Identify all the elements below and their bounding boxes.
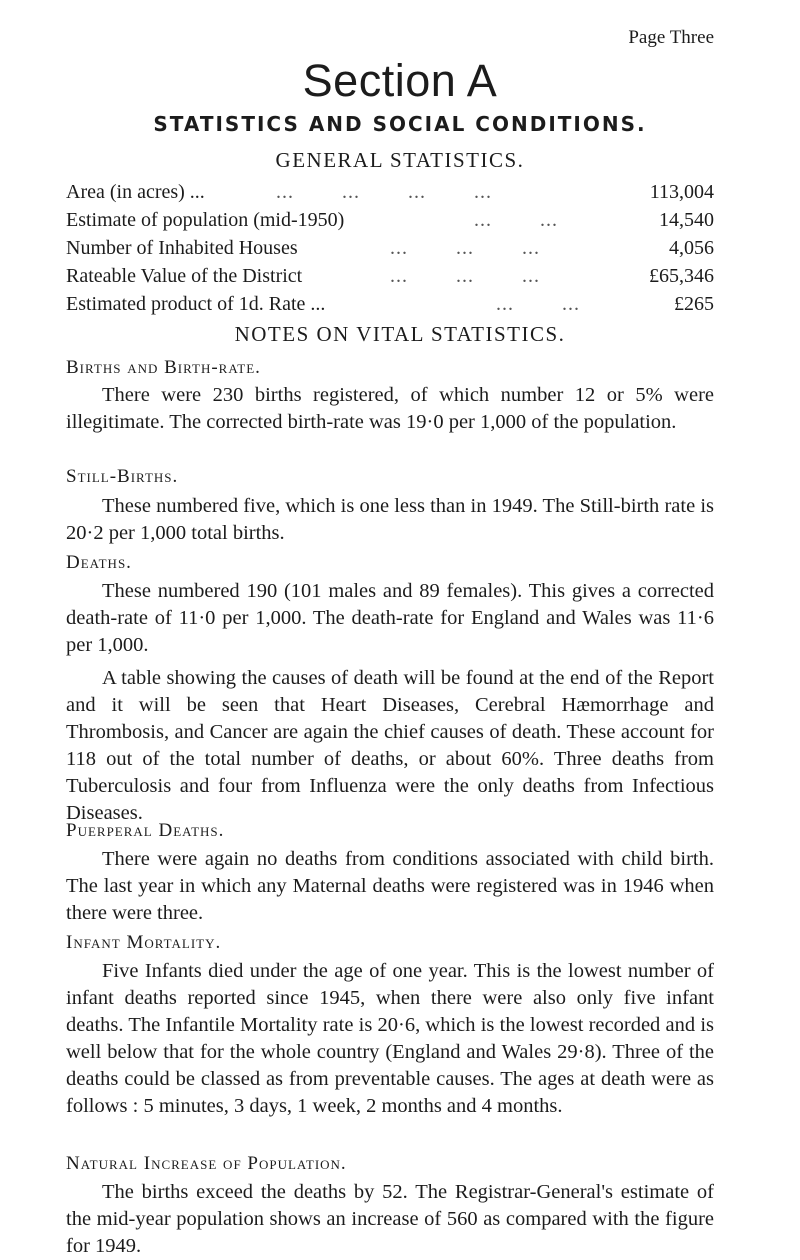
leader-dots: ... ... ... ...: [276, 181, 492, 203]
leader-dots: ... ...: [474, 209, 558, 231]
general-statistics-table: [66, 178, 714, 318]
deaths-paragraph-2: A table showing the causes of death will be found at the end of the Report and it will be seen that Heart Diseases, Cerebral Hæmorrhage and Thrombosis, and Cancer are again the chief causes of death. These account for 118 out of the total number of deaths, or about 60%. Three deaths from Tuberculosis and four from Influenza were the only deaths from Infectious Diseases.: [66, 667, 714, 824]
puerperal-deaths-heading: Puerperal Deaths.: [66, 820, 225, 841]
natural-increase-heading: Natural Increase of Population.: [66, 1153, 347, 1174]
stat-value: 4,056: [669, 237, 714, 259]
stat-row-rate-product: [66, 290, 714, 318]
leader-dots: ... ... ...: [390, 237, 540, 259]
still-births-paragraph: These numbered five, which is one less than in 1949. The Still-birth rate is 20·2 per 1,000 total births.: [66, 495, 714, 544]
stat-value: £265: [674, 293, 714, 315]
stat-value: 14,540: [659, 209, 714, 231]
section-title: Section A: [302, 55, 498, 106]
leader-dots: ... ...: [496, 293, 580, 315]
page-number: Page Three: [628, 27, 714, 48]
natural-increase-paragraph: The births exceed the deaths by 52. The Registrar-General's estimate of the mid-year population shows an increase of 560 as compared with the figure for 1949.: [66, 1181, 714, 1257]
stat-row-population: [66, 206, 714, 234]
stat-value: £65,346: [649, 265, 714, 287]
stat-label: Estimate of population (mid-1950): [66, 209, 345, 231]
stat-label: Estimated product of 1d. Rate ...: [66, 293, 326, 315]
stat-label: Number of Inhabited Houses: [66, 237, 298, 259]
general-statistics-heading: GENERAL STATISTICS.: [275, 148, 525, 172]
stat-row-rateable-value: [66, 262, 714, 290]
puerperal-deaths-paragraph: There were again no deaths from conditions associated with child birth. The last year in which any Maternal deaths were registered was in 1946 when there were three.: [66, 848, 714, 924]
stat-value: 113,004: [649, 181, 714, 203]
deaths-heading: Deaths.: [66, 552, 132, 573]
stat-label: Rateable Value of the District: [66, 265, 303, 287]
stat-label: Area (in acres) ...: [66, 181, 205, 203]
section-subtitle: STATISTICS AND SOCIAL CONDITIONS.: [153, 112, 647, 136]
stat-row-area: [66, 178, 714, 206]
stat-row-houses: [66, 234, 714, 262]
infant-mortality-heading: Infant Mortality.: [66, 932, 222, 953]
deaths-paragraph-1: These numbered 190 (101 males and 89 females). This gives a corrected death-rate of 11·0 per 1,000. The death-rate for England and Wales was 11·6 per 1,000.: [66, 580, 714, 656]
still-births-heading: Still-Births.: [66, 466, 179, 487]
births-paragraph: There were 230 births registered, of which number 12 or 5% were illegitimate. The corrected birth-rate was 19·0 per 1,000 of the population.: [66, 384, 714, 433]
vital-statistics-heading: NOTES ON VITAL STATISTICS.: [234, 322, 566, 346]
infant-mortality-paragraph: Five Infants died under the age of one year. This is the lowest number of infant deaths reported since 1945, when there were also only five infant deaths. The Infantile Mortality rate is 20·6, which is the lowest recorded and is well below that for the whole country (England and Wales 29·8). Three of the deaths could be classed as from preventable causes. The ages at death were as follows : 5 minutes, 3 days, 1 week, 2 months and 4 months.: [66, 960, 714, 1117]
leader-dots: ... ... ...: [390, 265, 540, 287]
births-heading: Births and Birth-rate.: [66, 357, 261, 378]
